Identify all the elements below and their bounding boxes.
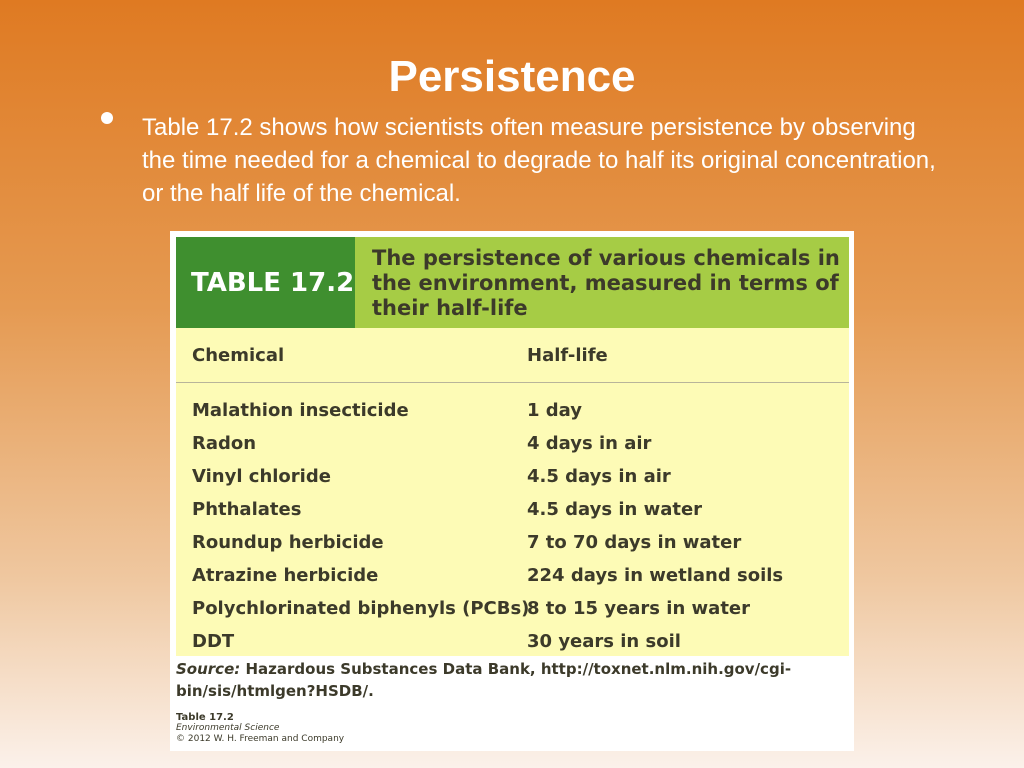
credit-table-number: Table 17.2 <box>176 712 234 723</box>
table-row <box>176 532 849 565</box>
chemical-cell: Vinyl chloride <box>192 466 331 487</box>
bullet-icon <box>101 112 113 124</box>
chemical-cell: Phthalates <box>192 499 302 520</box>
chemical-cell: Roundup herbicide <box>192 532 384 553</box>
half-life-cell: 8 to 15 years in water <box>527 598 751 619</box>
table-row <box>176 400 849 433</box>
table-row <box>176 466 849 499</box>
table-source-note <box>176 658 849 702</box>
column-header-chemical: Chemical <box>192 345 285 366</box>
table-number-label: TABLE 17.2 <box>176 237 355 328</box>
table-row <box>176 499 849 532</box>
half-life-cell: 4.5 days in air <box>527 466 671 487</box>
half-life-cell: 1 day <box>527 400 583 421</box>
table-caption: The persistence of various chemicals in the environment, measured in terms of their half-life <box>355 237 849 328</box>
credit-copyright: © 2012 W. H. Freeman and Company <box>176 734 345 744</box>
table-credit <box>176 712 344 745</box>
bullet-text: Table 17.2 shows how scientists often measure persistence by observing the time needed for a chemical to degrade to half its original concentration, or the half life of the chemical. <box>142 114 936 207</box>
table-row <box>176 565 849 598</box>
table-header <box>176 237 849 328</box>
half-life-cell: 224 days in wetland soils <box>527 565 784 586</box>
chemical-cell: Polychlorinated biphenyls (PCBs) <box>192 598 530 619</box>
half-life-cell: 30 years in soil <box>527 631 681 652</box>
chemical-cell: Atrazine herbicide <box>192 565 379 586</box>
source-label: Source: <box>176 660 241 678</box>
half-life-cell: 7 to 70 days in water <box>527 532 742 553</box>
credit-book-title: Environmental Science <box>176 723 280 733</box>
chemical-cell: DDT <box>192 631 235 652</box>
header-divider <box>176 382 849 383</box>
table-body <box>176 328 849 656</box>
column-header-half-life: Half-life <box>527 345 608 366</box>
slide-title: Persistence <box>388 52 636 101</box>
half-life-cell: 4.5 days in water <box>527 499 703 520</box>
half-life-cell: 4 days in air <box>527 433 652 454</box>
table-row <box>176 598 849 631</box>
table-figure <box>170 231 854 751</box>
source-text: Hazardous Substances Data Bank, http://toxnet.nlm.nih.gov/cgi-bin/sis/htmlgen?HSDB/. <box>176 660 792 700</box>
chemical-cell: Malathion insecticide <box>192 400 409 421</box>
table-row <box>176 433 849 466</box>
chemical-cell: Radon <box>192 433 257 454</box>
